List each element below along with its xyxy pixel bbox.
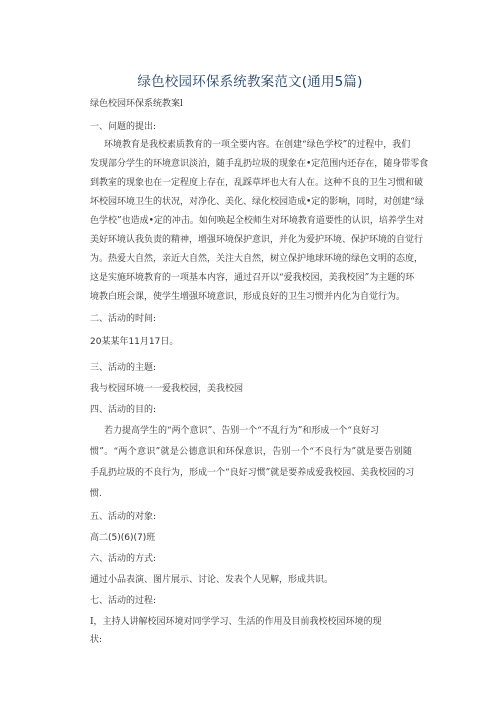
section1-line: 色学校”也造成•定的冲击。如何唤起全校师生对环境教育道要性的认识，培养学生对 — [90, 216, 424, 226]
document-title: 绿色校园环保系统教案范文(通用5篇) — [137, 74, 363, 90]
section4-line: 若力提高学生的“两个意识”、告别一个“不乱行为”和形成一个“良好习 — [104, 426, 380, 436]
section1-line: 发现部分学生的环境意识淡泊，随手乱扔垃圾的现象在•定范围内还存在，随身带零食 — [90, 159, 429, 169]
section1-line: 这是实施环境教育的一项基本内容，通过召开以“爱我校园，美我校园”为主题的环 — [90, 273, 415, 283]
section6-value: 通过小品表演、图片展示、讨论、发表个人见解，形成共识。 — [90, 575, 334, 585]
section1-heading: 一、问题的提出: — [90, 122, 157, 132]
section2-heading: 二、活动的时间: — [90, 314, 157, 324]
section1-line: 为。热爱大自然，亲近大自然，关注大自然，树立保护地球环境的绿色文明的态度， — [90, 254, 424, 264]
section3-heading: 三、活动的主题: — [90, 363, 157, 373]
section4-heading: 四、活动的目的: — [90, 405, 157, 415]
section5-value: 高二(5)(6)(7)班 — [90, 533, 156, 543]
section1-line: 美好环境认我负责的精神，增强环境保护意识，并化为爱护环境、保护环境的自觉行 — [90, 235, 424, 245]
section2-value: 20某某年11月17日。 — [90, 337, 179, 347]
section4-line: 手乱扔垃圾的不良行为，形成一个“良好习惯”就是要养成爱我校园、美我校园的习 — [90, 468, 415, 478]
section1-line: 环境教育是我校素质教育的一项全要内容。在创建“绿色学校”的过程中，我们 — [104, 140, 411, 150]
section3-value: 我与校园环境一一爱我校园，美我校园 — [90, 384, 244, 394]
section1-line: 到教室的现象也在一定程度上存在，乱踩草坪也大有人在。这种不良的卫生习惯和破 — [90, 178, 424, 188]
section1-line: 境教白班会课，使学生增强环境意识，形成良好的卫生习惯并内化为自觉行为。 — [90, 292, 406, 302]
section7-heading: 七、活动的过程: — [90, 596, 157, 606]
section4-line: 惯”。“两个意识”就是公德意识和环保意识，告别一个“不良行为”就是要告别随 — [90, 447, 412, 457]
section6-heading: 六、活动的方式: — [90, 554, 157, 564]
section1-line: 坏校园环境卫生的状况，对净化、美化、绿化校园造成•定的影响，同时，对创建“绿 — [90, 197, 424, 207]
section4-line: 惯. — [90, 489, 102, 499]
section5-heading: 五、活动的对象: — [90, 512, 157, 522]
section7-line: 状: — [90, 635, 103, 645]
section7-line: I，主持人讲解校园环境对同学学习、生活的作用及目前我校校园环境的现 — [90, 617, 382, 627]
document-subtitle: 绿色校园环保系统教案l — [90, 99, 183, 109]
